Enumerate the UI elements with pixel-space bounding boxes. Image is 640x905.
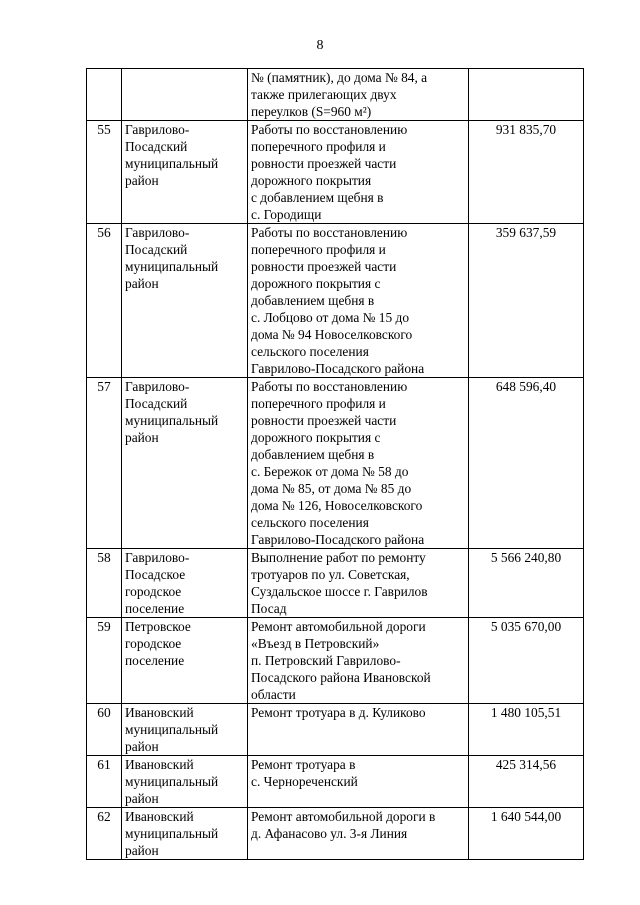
municipality-line: район — [125, 739, 159, 754]
table-row — [87, 224, 584, 378]
row-number-cell: 62 — [87, 808, 122, 860]
municipality-line: район — [125, 173, 159, 188]
continuation-row — [87, 69, 584, 121]
work-line: тротуаров по ул. Советская, — [251, 567, 410, 582]
municipality-line: Посадский — [125, 242, 188, 257]
row-number-cell: 61 — [87, 756, 122, 808]
work-line: Ремонт автомобильной дороги в — [251, 809, 436, 824]
amount-cell: 1 480 105,51 — [469, 704, 584, 756]
municipality-line: поселение — [125, 653, 185, 668]
work-line: поперечного профиля и — [251, 139, 386, 154]
municipality-line: Гаврилово- — [125, 379, 190, 394]
work-line: Ремонт тротуара в д. Куликово — [251, 705, 426, 720]
table-row — [87, 121, 584, 224]
municipality-line: Ивановский — [125, 705, 194, 720]
work-line: добавлением щебня в — [251, 293, 375, 308]
municipality-line: Гаврилово- — [125, 550, 190, 565]
amount-cell: 1 640 544,00 — [469, 808, 584, 860]
municipality-line: Ивановский — [125, 757, 194, 772]
work-line: дорожного покрытия с — [251, 430, 381, 445]
work-line: переулков (S=960 м²) — [251, 104, 372, 119]
work-line: Посадского района Ивановской — [251, 670, 431, 685]
work-line: № (памятник), до дома № 84, а — [251, 70, 428, 85]
work-line: Ремонт автомобильной дороги — [251, 619, 426, 634]
table-row — [87, 378, 584, 549]
page-number: 8 — [316, 38, 324, 53]
work-line: дома № 94 Новоселковского — [251, 327, 413, 342]
amount-cell: 425 314,56 — [469, 756, 584, 808]
municipality-line: Петровское — [125, 619, 191, 634]
work-description-cell — [248, 756, 469, 808]
work-line: Ремонт тротуара в — [251, 757, 356, 772]
amount-cell: 359 637,59 — [469, 224, 584, 378]
municipality-cell — [122, 808, 248, 860]
municipality-line: муниципальный — [125, 722, 219, 737]
work-line: дома № 85, от дома № 85 до — [251, 481, 412, 496]
municipality-line: Гаврилово- — [125, 225, 190, 240]
municipality-line: муниципальный — [125, 774, 219, 789]
work-line: области — [251, 687, 296, 702]
work-line: Работы по восстановлению — [251, 379, 408, 394]
row-number-cell: 60 — [87, 704, 122, 756]
municipality-line: Ивановский — [125, 809, 194, 824]
municipality-line: Посадский — [125, 396, 188, 411]
row-number-cell: 59 — [87, 618, 122, 704]
work-line: сельского поселения — [251, 515, 369, 530]
municipality-line: городское — [125, 584, 182, 599]
municipality-line: муниципальный — [125, 156, 219, 171]
row-number-cell: 55 — [87, 121, 122, 224]
row-number-cell: 56 — [87, 224, 122, 378]
municipality-line: поселение — [125, 601, 185, 616]
amount-cell: 648 596,40 — [469, 378, 584, 549]
work-line: Работы по восстановлению — [251, 122, 408, 137]
row-number-cell — [87, 69, 122, 121]
table-row — [87, 618, 584, 704]
work-line: добавлением щебня в — [251, 447, 375, 462]
row-number-cell: 58 — [87, 549, 122, 618]
work-description-cell — [248, 808, 469, 860]
work-line: с добавлением щебня в — [251, 190, 384, 205]
municipality-cell — [122, 121, 248, 224]
row-number-cell: 57 — [87, 378, 122, 549]
work-description-cell — [248, 121, 469, 224]
work-line: поперечного профиля и — [251, 396, 386, 411]
work-description-cell — [248, 704, 469, 756]
work-line: с. Городищи — [251, 207, 322, 222]
work-line: с. Бережок от дома № 58 до — [251, 464, 409, 479]
work-line: Посад — [251, 601, 287, 616]
municipality-line: муниципальный — [125, 413, 219, 428]
work-description-cell — [248, 549, 469, 618]
municipality-line: район — [125, 791, 159, 806]
municipality-cell — [122, 378, 248, 549]
municipality-cell — [122, 69, 248, 121]
work-line: Выполнение работ по ремонту — [251, 550, 426, 565]
work-description-cell — [248, 224, 469, 378]
work-line: «Въезд в Петровский» — [251, 636, 380, 651]
work-line: п. Петровский Гаврилово- — [251, 653, 401, 668]
amount-cell: 5 566 240,80 — [469, 549, 584, 618]
municipality-line: Гаврилово- — [125, 122, 190, 137]
municipality-cell — [122, 224, 248, 378]
municipality-cell — [122, 618, 248, 704]
municipality-line: район — [125, 843, 159, 858]
work-line: ровности проезжей части — [251, 156, 397, 171]
amount-cell: 5 035 670,00 — [469, 618, 584, 704]
work-line: дорожного покрытия — [251, 173, 372, 188]
work-description-cell — [248, 618, 469, 704]
table-row — [87, 756, 584, 808]
work-line: Гаврилово-Посадского района — [251, 532, 425, 547]
work-line: ровности проезжей части — [251, 259, 397, 274]
work-line: поперечного профиля и — [251, 242, 386, 257]
municipality-line: Посадский — [125, 139, 188, 154]
work-line: Работы по восстановлению — [251, 225, 408, 240]
work-description-cell — [248, 69, 469, 121]
table-row — [87, 704, 584, 756]
municipality-line: район — [125, 430, 159, 445]
work-line: дома № 126, Новоселковского — [251, 498, 423, 513]
work-line: Гаврилово-Посадского района — [251, 361, 425, 376]
work-line: д. Афанасово ул. 3-я Линия — [251, 826, 408, 841]
amount-cell — [469, 69, 584, 121]
work-line: также прилегающих двух — [251, 87, 397, 102]
municipality-cell — [122, 549, 248, 618]
municipality-cell — [122, 756, 248, 808]
amount-cell: 931 835,70 — [469, 121, 584, 224]
municipality-cell — [122, 704, 248, 756]
work-description-cell — [248, 378, 469, 549]
work-line: ровности проезжей части — [251, 413, 397, 428]
municipality-line: городское — [125, 636, 182, 651]
work-line: с. Чернореченский — [251, 774, 358, 789]
work-line: дорожного покрытия с — [251, 276, 381, 291]
municipality-line: муниципальный — [125, 259, 219, 274]
works-table — [86, 68, 584, 860]
municipality-line: муниципальный — [125, 826, 219, 841]
table-row — [87, 808, 584, 860]
work-line: сельского поселения — [251, 344, 369, 359]
table-row — [87, 549, 584, 618]
work-line: с. Лобцово от дома № 15 до — [251, 310, 410, 325]
municipality-line: район — [125, 276, 159, 291]
work-line: Суздальское шоссе г. Гаврилов — [251, 584, 428, 599]
municipality-line: Посадское — [125, 567, 186, 582]
